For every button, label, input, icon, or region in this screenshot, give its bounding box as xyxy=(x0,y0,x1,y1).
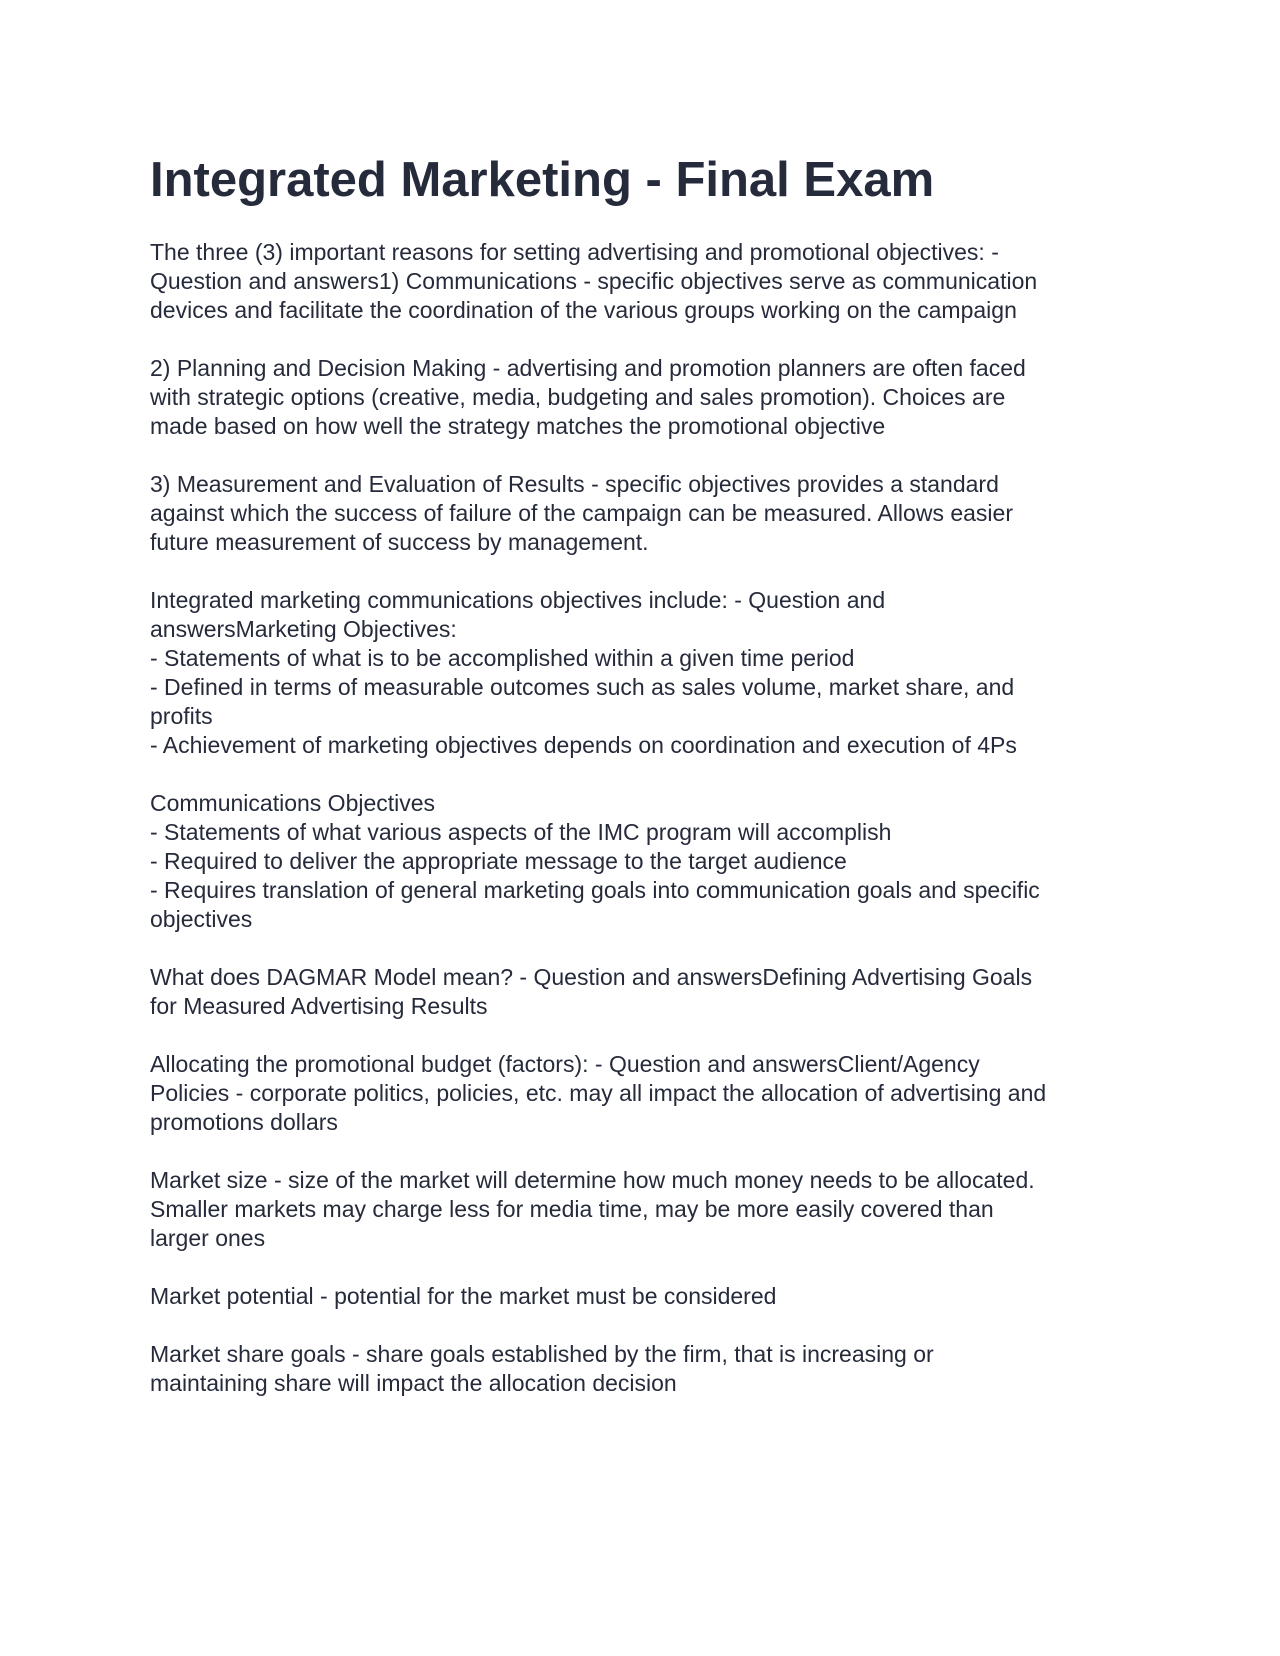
text-line: - Statements of what various aspects of the IMC program will accomplish xyxy=(150,819,892,845)
text-line: 2) Planning and Decision Making - advertising and promotion planners are often faced xyxy=(150,355,1026,381)
paragraph xyxy=(150,789,1140,934)
text-line: devices and facilitate the coordination of the various groups working on the campaign xyxy=(150,297,1017,323)
paragraph xyxy=(150,1166,1140,1253)
text-line: Communications Objectives xyxy=(150,790,436,816)
text-line: Policies - corporate politics, policies, etc. may all impact the allocation of advertising and xyxy=(150,1080,1047,1106)
paragraph xyxy=(150,963,1140,1021)
text-line: - Defined in terms of measurable outcomes such as sales volume, market share, and xyxy=(150,674,1015,700)
text-line: Question and answers1) Communications - specific objectives serve as communication xyxy=(150,268,1038,294)
text-line: objectives xyxy=(150,906,253,932)
paragraph xyxy=(150,238,1140,325)
paragraph xyxy=(150,354,1140,441)
document-body xyxy=(150,238,1140,1398)
document-page xyxy=(150,140,1140,1427)
text-line: Market potential - potential for the market must be considered xyxy=(150,1283,777,1309)
text-line: Allocating the promotional budget (factors): - Question and answersClient/Agency xyxy=(150,1051,980,1077)
text-line: The three (3) important reasons for setting advertising and promotional objectives: - xyxy=(150,239,999,265)
paragraph xyxy=(150,586,1140,760)
text-line: for Measured Advertising Results xyxy=(150,993,488,1019)
document-title: Integrated Marketing - Final Exam xyxy=(150,153,935,207)
text-line: Smaller markets may charge less for media time, may be more easily covered than xyxy=(150,1196,994,1222)
paragraph xyxy=(150,1282,1140,1311)
text-line: - Achievement of marketing objectives depends on coordination and execution of 4Ps xyxy=(150,732,1017,758)
text-line: made based on how well the strategy matches the promotional objective xyxy=(150,413,886,439)
text-line: 3) Measurement and Evaluation of Results - specific objectives provides a standard xyxy=(150,471,999,497)
text-line: - Requires translation of general marketing goals into communication goals and specific xyxy=(150,877,1040,903)
text-line: - Statements of what is to be accomplished within a given time period xyxy=(150,645,855,671)
text-line: maintaining share will impact the allocation decision xyxy=(150,1370,677,1396)
text-line: with strategic options (creative, media, budgeting and sales promotion). Choices are xyxy=(150,384,1006,410)
paragraph xyxy=(150,1050,1140,1137)
text-line: Market share goals - share goals established by the firm, that is increasing or xyxy=(150,1341,934,1367)
paragraph xyxy=(150,470,1140,557)
text-line: What does DAGMAR Model mean? - Question and answersDefining Advertising Goals xyxy=(150,964,1033,990)
text-line: - Required to deliver the appropriate message to the target audience xyxy=(150,848,847,874)
text-line: larger ones xyxy=(150,1225,266,1251)
paragraph xyxy=(150,1340,1140,1398)
text-line: against which the success of failure of the campaign can be measured. Allows easier xyxy=(150,500,1013,526)
text-line: future measurement of success by management. xyxy=(150,529,649,555)
text-line: Integrated marketing communications objectives include: - Question and xyxy=(150,587,886,613)
text-line: promotions dollars xyxy=(150,1109,338,1135)
text-line: profits xyxy=(150,703,213,729)
text-line: Market size - size of the market will determine how much money needs to be allocated. xyxy=(150,1167,1035,1193)
text-line: answersMarketing Objectives: xyxy=(150,616,457,642)
